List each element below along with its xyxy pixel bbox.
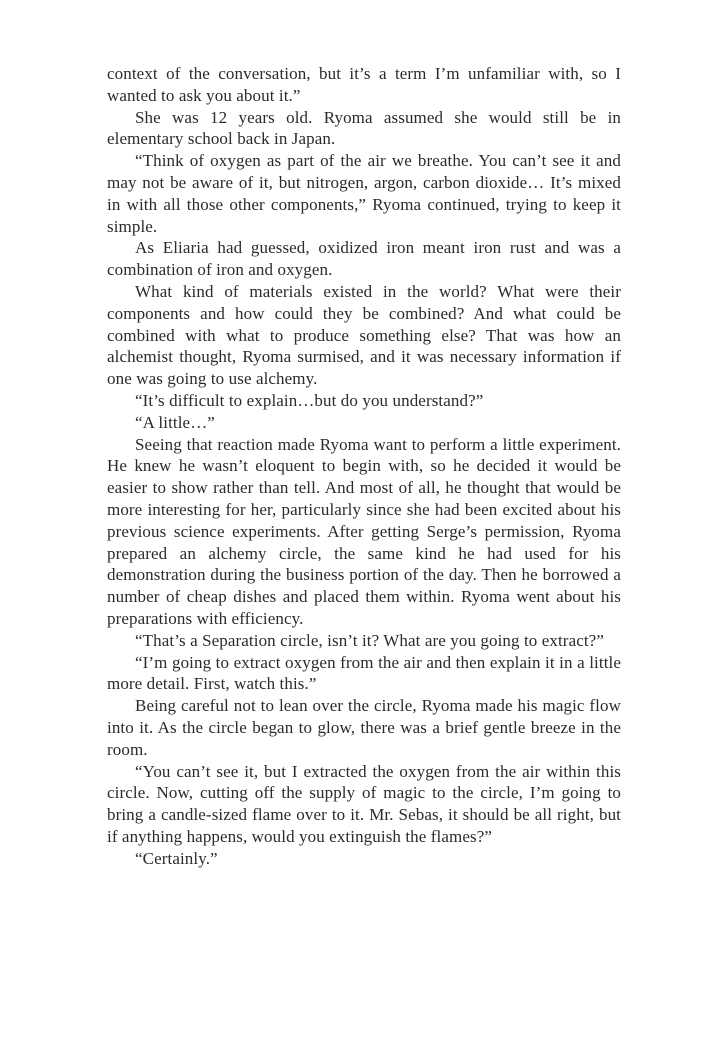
paragraph: “Certainly.”: [135, 848, 218, 868]
paragraph: Seeing that reaction made Ryoma want to perform a little experiment. He knew he wasn’t eloquent to begin with, so he decided it would be easier to show rather than tell. And most of all, he thought that would be more interesting for her, particularly since she had been excited about his previous science experiments. After getting Serge’s permission, Ryoma prepared an alchemy circle, the same kind he had used for his demonstration during the business portion of the day. Then he borrowed a number of cheap dishes and placed them within. Ryoma went about his preparations with efficiency.: [107, 434, 621, 628]
paragraph: “Think of oxygen as part of the air we breathe. You can’t see it and may not be aware of it, but nitrogen, argon, carbon dioxide… It’s mixed in with all those other components,” Ryoma continued, trying to keep it simple.: [107, 151, 621, 236]
paragraph: “It’s difficult to explain…but do you understand?”: [135, 390, 484, 410]
paragraph: She was 12 years old. Ryoma assumed she would still be in elementary school back in Japan.: [107, 107, 621, 149]
paragraph: “I’m going to extract oxygen from the air and then explain it in a little more detail. First, watch this.”: [107, 652, 621, 694]
paragraph: As Eliaria had guessed, oxidized iron meant iron rust and was a combination of iron and oxygen.: [107, 238, 621, 280]
page-text-block: [107, 63, 621, 869]
paragraph: “You can’t see it, but I extracted the oxygen from the air within this circle. Now, cutting off the supply of magic to the circle, I’m going to bring a candle-sized flame over to it. Mr. Sebas, it should be all right, but if anything happens, would you extinguish the flames?”: [107, 761, 621, 846]
paragraph: “That’s a Separation circle, isn’t it? What are you going to extract?”: [135, 630, 604, 650]
paragraph: context of the conversation, but it’s a term I’m unfamiliar with, so I wanted to ask you about it.”: [107, 64, 621, 105]
paragraph: Being careful not to lean over the circle, Ryoma made his magic flow into it. As the circle began to glow, there was a brief gentle breeze in the room.: [107, 696, 621, 759]
paragraph: “A little…”: [135, 412, 215, 432]
paragraph: What kind of materials existed in the world? What were their components and how could they be combined? And what could be combined with what to produce something else? That was how an alchemist thought, Ryoma surmised, and it was necessary information if one was going to use alchemy.: [107, 281, 621, 389]
